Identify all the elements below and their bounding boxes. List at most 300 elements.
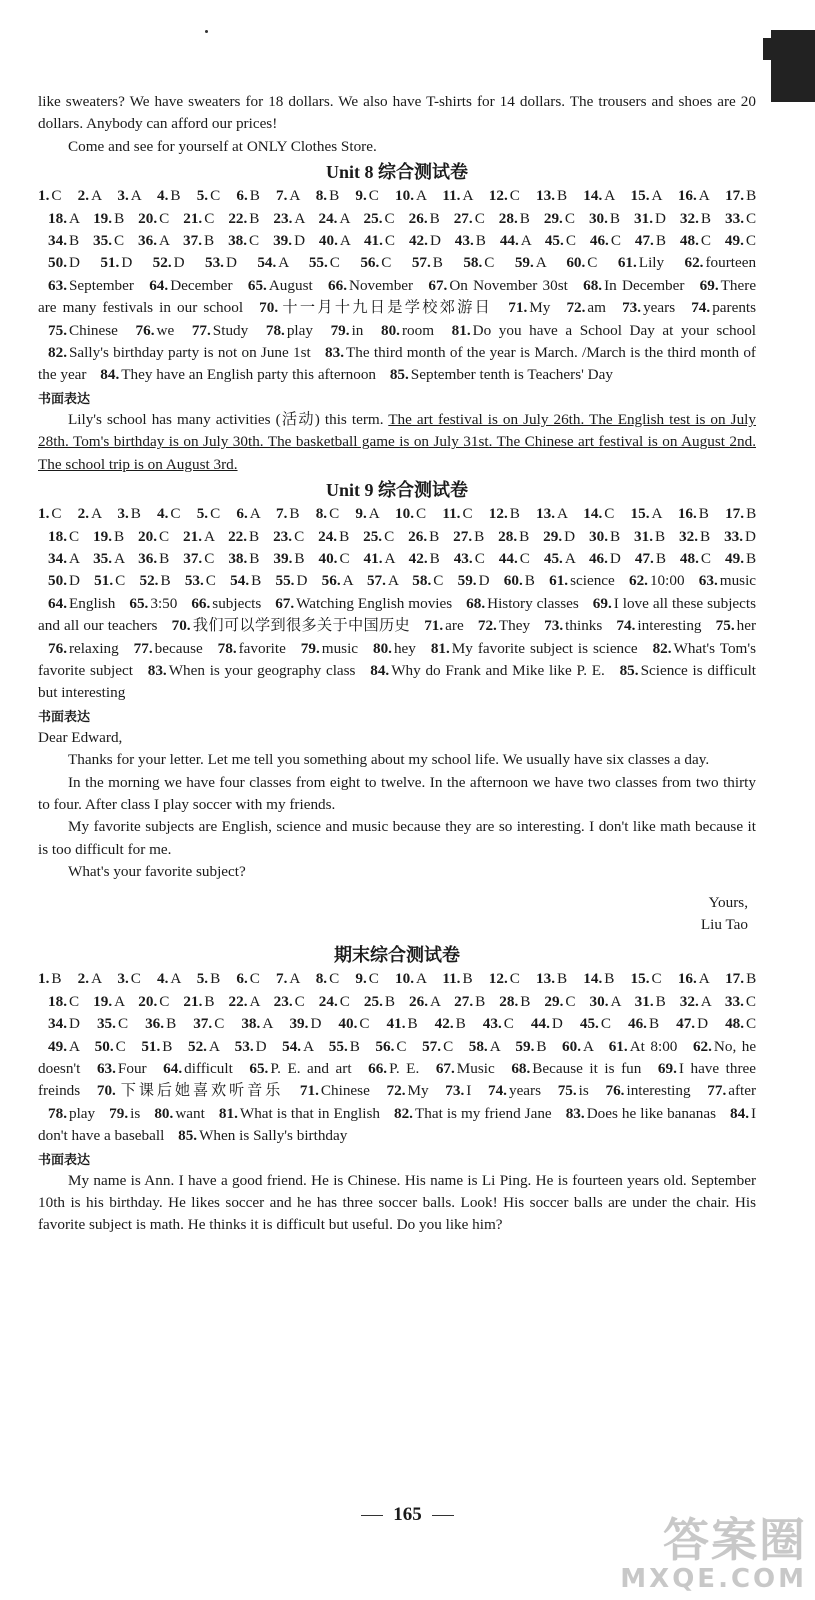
answer-value: B xyxy=(655,232,666,250)
answer-number: 37. xyxy=(183,549,203,567)
answer-value: B xyxy=(604,970,615,988)
answer-list xyxy=(38,968,756,1147)
answer-value: B xyxy=(160,572,171,590)
answer-number: 61. xyxy=(608,1037,628,1055)
answer-value: C xyxy=(159,992,170,1010)
answer-number: 79. xyxy=(109,1104,129,1122)
letter-signature: Liu Tao xyxy=(700,916,748,933)
answer-value: C xyxy=(519,549,530,567)
answer-value: Music xyxy=(456,1060,495,1078)
answer-number: 31. xyxy=(634,209,653,227)
answer-value: C xyxy=(651,970,662,988)
answer-number: 48. xyxy=(679,232,699,250)
letter-paragraph: In the morning we have four classes from eight to twelve. In the afternoon we have two classes from two thirty to four. After class I play soccer with my friends. xyxy=(38,773,756,813)
answer-value: C xyxy=(381,254,392,272)
answer-value: Watching English movies xyxy=(296,594,453,612)
answer-number: 57. xyxy=(366,572,386,590)
answer-value: C xyxy=(115,572,126,590)
answer-value: B xyxy=(520,992,531,1010)
answer-value: B xyxy=(475,232,486,250)
answer-number: 69. xyxy=(699,276,719,294)
answer-number: 21. xyxy=(183,992,203,1010)
answer-value: C xyxy=(565,992,576,1010)
answer-value: A xyxy=(278,254,289,272)
answer-value: C xyxy=(564,209,575,227)
answer-value: B xyxy=(746,970,757,988)
answer-value: A xyxy=(170,970,181,988)
watermark-en: MXQE.COM xyxy=(620,1564,807,1594)
answer-number: 9. xyxy=(355,505,367,523)
answer-value: At 8:00 xyxy=(629,1037,678,1055)
answer-number: 1. xyxy=(38,187,50,205)
answer-value: C xyxy=(600,1015,611,1033)
answer-value: Do you have a School Day at your school xyxy=(472,321,757,339)
answer-value: C xyxy=(359,1015,370,1033)
answer-number: 76. xyxy=(135,321,155,339)
answer-value: Four xyxy=(117,1060,147,1078)
answer-value: Because it is fun xyxy=(532,1060,642,1078)
answer-value: fourteen xyxy=(705,254,757,272)
answer-number: 18. xyxy=(48,209,67,227)
answer-number: 60. xyxy=(503,572,523,590)
answer-value: September xyxy=(68,276,134,294)
answer-value: C xyxy=(204,209,215,227)
answer-number: 32. xyxy=(679,992,699,1010)
answer-value: C xyxy=(130,970,141,988)
answer-value: C xyxy=(159,209,170,227)
answer-number: 30. xyxy=(588,209,608,227)
answer-number: 85. xyxy=(389,366,409,384)
answer-value: A xyxy=(249,505,260,523)
answer-value: A xyxy=(698,970,709,988)
writing-label: 书面表达 xyxy=(38,708,91,724)
answer-number: 71. xyxy=(299,1082,319,1100)
answer-number: 70. xyxy=(259,299,279,317)
answer-number: 5. xyxy=(196,187,209,205)
answer-value: C xyxy=(384,527,395,545)
answer-value: subjects xyxy=(212,594,262,612)
answer-number: 53. xyxy=(184,572,204,590)
answer-number: 51. xyxy=(94,572,114,590)
answer-number: 80. xyxy=(154,1104,174,1122)
answer-value: A xyxy=(294,209,305,227)
answer-number: 55. xyxy=(328,1037,348,1055)
answer-number: 17. xyxy=(725,505,745,523)
answer-value: A xyxy=(289,970,300,988)
answer-number: 80. xyxy=(380,321,400,339)
answer-value: 3:50 xyxy=(150,594,178,612)
answer-number: 13. xyxy=(536,505,555,523)
answer-number: 3. xyxy=(117,187,129,205)
answer-number: 43. xyxy=(454,232,474,250)
answer-value: B xyxy=(294,549,305,567)
answer-value: B xyxy=(114,209,125,227)
answer-value: No, he doesn't xyxy=(38,1037,757,1078)
answer-value: A xyxy=(416,187,427,205)
answer-value: am xyxy=(587,299,606,317)
answer-number: 36. xyxy=(138,549,158,567)
answer-value: B xyxy=(68,232,80,250)
answer-value: room xyxy=(401,321,435,339)
answer-number: 43. xyxy=(482,1015,502,1033)
answer-value: Chinese xyxy=(68,321,118,339)
answer-number: 29. xyxy=(543,209,563,227)
answer-value: They have an English party this afternoon xyxy=(121,366,377,384)
answer-number: 61. xyxy=(549,572,569,590)
answer-number: 62. xyxy=(684,254,704,272)
answer-value: A xyxy=(91,505,102,523)
answer-number: 75. xyxy=(48,321,67,339)
answer-number: 58. xyxy=(412,572,432,590)
answer-number: 47. xyxy=(634,232,654,250)
watermark-cn: 答案圈 xyxy=(663,1513,807,1567)
answer-number: 69. xyxy=(592,594,612,612)
answer-value: A xyxy=(159,232,170,250)
answer-number: 69. xyxy=(657,1060,677,1078)
answer-number: 67. xyxy=(435,1060,455,1078)
answer-value: play xyxy=(68,1104,96,1122)
answer-number: 45. xyxy=(579,1015,599,1033)
answer-value: 10:00 xyxy=(649,572,685,590)
answer-number: 84. xyxy=(730,1104,749,1122)
writing-paragraph xyxy=(38,409,756,476)
answer-value: want xyxy=(175,1104,205,1122)
answer-value: C xyxy=(205,572,216,590)
answer-value: C xyxy=(249,232,260,250)
answer-number: 14. xyxy=(583,505,603,523)
answer-value: Sally's birthday party is not on June 1st xyxy=(68,344,311,362)
answer-value: C xyxy=(384,209,395,227)
answer-value: C xyxy=(587,254,598,272)
answer-number: 51. xyxy=(100,254,120,272)
answer-number: 15. xyxy=(630,505,650,523)
answer-value: C xyxy=(159,527,170,545)
answer-number: 12. xyxy=(488,187,508,205)
answer-number: 20. xyxy=(138,992,158,1010)
answer-value: D xyxy=(255,1037,267,1055)
answer-number: 31. xyxy=(634,992,654,1010)
answer-number: 84. xyxy=(370,661,390,679)
answer-number: 64. xyxy=(163,1060,183,1078)
answer-value: My xyxy=(529,299,551,317)
answer-value: There are many festivals in our school xyxy=(38,276,757,317)
answer-number: 16. xyxy=(677,187,697,205)
answer-value: A xyxy=(204,527,215,545)
answer-number: 59. xyxy=(457,572,477,590)
answer-number: 29. xyxy=(544,992,564,1010)
answer-number: 8. xyxy=(315,970,328,988)
answer-value: difficult xyxy=(184,1060,233,1078)
answer-number: 13. xyxy=(536,187,555,205)
answer-value: A xyxy=(339,232,351,250)
answer-number: 2. xyxy=(77,970,90,988)
answer-number: 57. xyxy=(411,254,431,272)
answer-number: 10. xyxy=(395,970,415,988)
answer-number: 13. xyxy=(536,970,555,988)
answer-value: B xyxy=(130,505,141,523)
letter-greeting: Dear Edward, xyxy=(38,728,123,746)
answer-value: A xyxy=(303,1037,314,1055)
answer-value: A xyxy=(610,992,621,1010)
answer-value: C xyxy=(114,232,125,250)
answer-value: C xyxy=(416,505,427,523)
answer-value: D xyxy=(745,527,757,545)
answer-value: B xyxy=(655,992,666,1010)
answer-number: 27. xyxy=(453,209,473,227)
answer-value: B xyxy=(210,970,221,988)
answer-value: C xyxy=(509,970,520,988)
answer-number: 65. xyxy=(129,594,149,612)
answer-number: 44. xyxy=(498,549,518,567)
answer-number: 76. xyxy=(48,639,67,657)
answer-value: A xyxy=(91,187,102,205)
answer-value: I don't have a baseball xyxy=(38,1104,757,1145)
answer-number: 24. xyxy=(318,992,338,1010)
answer-value: B xyxy=(698,505,709,523)
answer-number: 49. xyxy=(48,1037,67,1055)
answer-value: B xyxy=(536,1037,547,1055)
answer-number: 7. xyxy=(276,187,288,205)
answer-number: 1. xyxy=(38,505,50,523)
answer-number: 7. xyxy=(276,505,288,523)
answer-number: 27. xyxy=(453,527,473,545)
page-number-dash xyxy=(432,1515,454,1516)
answer-number: 45. xyxy=(543,549,563,567)
answer-value: A xyxy=(68,549,80,567)
answer-number: 25. xyxy=(363,209,383,227)
answer-value: A xyxy=(535,254,546,272)
answer-value: A xyxy=(208,1037,220,1055)
answer-value: C xyxy=(51,505,62,523)
answer-number: 58. xyxy=(463,254,483,272)
answer-value: November xyxy=(348,276,414,294)
answer-value: C xyxy=(509,187,520,205)
answer-value: C xyxy=(117,1015,129,1033)
answer-number: 54. xyxy=(230,572,250,590)
answer-number: 21. xyxy=(183,527,203,545)
answer-value: A xyxy=(114,549,125,567)
answer-value: C xyxy=(210,187,221,205)
answer-number: 66. xyxy=(368,1060,388,1078)
answer-value: music xyxy=(321,639,359,657)
answer-value: A xyxy=(68,209,80,227)
answer-number: 28. xyxy=(498,209,518,227)
answer-value: B xyxy=(519,209,530,227)
page-number-dash xyxy=(361,1515,383,1516)
page-number-text: 165 xyxy=(393,1504,422,1525)
answer-value: Chinese xyxy=(320,1082,370,1100)
answer-value: A xyxy=(91,970,102,988)
answer-number: 30. xyxy=(589,527,608,545)
answer-value: B xyxy=(609,209,621,227)
answer-number: 82. xyxy=(393,1104,413,1122)
answer-number: 85. xyxy=(619,661,639,679)
letter-closing: Yours, xyxy=(708,893,748,911)
answer-value: C xyxy=(115,1037,126,1055)
answer-value: B xyxy=(655,549,666,567)
answer-value: B xyxy=(162,1037,173,1055)
answer-number: 78. xyxy=(265,321,285,339)
answer-value: C xyxy=(214,1015,225,1033)
answer-value: C xyxy=(474,549,485,567)
answer-number: 64. xyxy=(48,594,67,612)
answer-value: A xyxy=(564,549,575,567)
answer-value: A xyxy=(462,187,473,205)
answer-value: Does he like bananas xyxy=(586,1104,716,1122)
answer-value: C xyxy=(462,505,473,523)
answer-number: 38. xyxy=(228,549,248,567)
answer-number: 51. xyxy=(141,1037,161,1055)
answer-number: 49. xyxy=(724,232,744,250)
answer-number: 28. xyxy=(498,527,518,545)
answer-number: 52. xyxy=(187,1037,207,1055)
writing-label: 书面表达 xyxy=(38,390,91,406)
essay-paragraph: My name is Ann. I have a good friend. He is Chinese. His name is Li Ping. He is fourteen years old. September 10th is his birthday. He likes soccer and he has three soccer balls. Look! His soccer balls are under the chair. His favorite subject is math. He thinks it is difficult but useful. Do you like him? xyxy=(38,1171,756,1234)
answer-number: 24. xyxy=(318,527,338,545)
answer-value: C xyxy=(474,209,485,227)
answer-number: 62. xyxy=(692,1037,712,1055)
answer-number: 26. xyxy=(409,992,428,1010)
answer-value: B xyxy=(655,527,666,545)
answer-number: 48. xyxy=(679,549,699,567)
answer-number: 18. xyxy=(48,992,67,1010)
answer-value: parents xyxy=(712,299,757,317)
answer-value: C xyxy=(294,527,305,545)
answer-value: relaxing xyxy=(68,639,119,657)
answer-number: 61. xyxy=(617,254,637,272)
answer-number: 83. xyxy=(325,344,344,362)
answer-value: C xyxy=(204,549,215,567)
answer-number: 50. xyxy=(48,572,67,590)
answer-number: 4. xyxy=(157,970,169,988)
answer-value: C xyxy=(339,992,350,1010)
answer-value: C xyxy=(700,549,712,567)
answer-value: C xyxy=(368,970,379,988)
answer-value: hey xyxy=(393,639,416,657)
answer-number: 11. xyxy=(442,970,461,988)
answer-value: A xyxy=(651,505,662,523)
answer-number: 45. xyxy=(544,232,564,250)
answer-number: 16. xyxy=(677,970,697,988)
answer-number: 59. xyxy=(515,1037,535,1055)
answer-value: is xyxy=(130,1104,141,1122)
answer-number: 27. xyxy=(454,992,474,1010)
answer-number: 12. xyxy=(488,970,508,988)
answer-number: 77. xyxy=(133,639,153,657)
answer-value: B xyxy=(249,549,260,567)
answer-value: C xyxy=(339,549,350,567)
answer-number: 26. xyxy=(408,527,428,545)
answer-value: C xyxy=(745,209,757,227)
answer-value: B xyxy=(557,970,568,988)
answer-number: 4. xyxy=(157,505,169,523)
answer-value: D xyxy=(294,232,306,250)
answer-value: B xyxy=(524,572,535,590)
answer-value: D xyxy=(697,1015,709,1033)
answer-value: My favorite subject is science xyxy=(451,639,638,657)
answer-number: 58. xyxy=(468,1037,488,1055)
answer-number: 5. xyxy=(196,970,209,988)
answer-number: 47. xyxy=(676,1015,696,1033)
answer-number: 8. xyxy=(315,505,328,523)
answer-value: C xyxy=(396,1037,407,1055)
answer-value: A xyxy=(520,232,531,250)
answer-number: 2. xyxy=(77,505,90,523)
answer-number: 41. xyxy=(386,1015,406,1033)
answer-value: interesting xyxy=(637,617,702,635)
answer-value: 十一月十九日是学校郊游日 xyxy=(280,299,493,317)
answer-value: C xyxy=(433,572,444,590)
watermark xyxy=(620,1513,807,1594)
answer-value: P. E. and art xyxy=(270,1060,352,1078)
answer-value: B xyxy=(746,187,757,205)
answer-number: 68. xyxy=(466,594,486,612)
answer-value: C xyxy=(503,1015,514,1033)
answer-value: C xyxy=(329,505,340,523)
answer-value: C xyxy=(329,254,340,272)
answer-number: 63. xyxy=(48,276,67,294)
answer-number: 26. xyxy=(408,209,428,227)
answer-value: A xyxy=(583,1037,594,1055)
answer-value: B xyxy=(610,527,621,545)
answer-value: In December xyxy=(604,276,685,294)
answer-number: 8. xyxy=(315,187,328,205)
answer-number: 4. xyxy=(157,187,169,205)
answer-value: C xyxy=(68,992,80,1010)
answer-value: A xyxy=(651,187,662,205)
answer-value: her xyxy=(736,617,757,635)
answer-number: 19. xyxy=(93,209,113,227)
answer-value: D xyxy=(68,254,80,272)
answer-number: 70. xyxy=(171,617,191,635)
answer-number: 17. xyxy=(725,187,745,205)
answer-value: P. E. xyxy=(389,1060,420,1078)
answer-value: C xyxy=(68,527,80,545)
answer-number: 3. xyxy=(117,505,129,523)
answer-value: B xyxy=(249,187,260,205)
scan-speck xyxy=(205,30,208,33)
answer-number: 71. xyxy=(508,299,528,317)
answer-number: 72. xyxy=(386,1082,406,1100)
answer-number: 68. xyxy=(511,1060,531,1078)
answer-value: D xyxy=(173,254,185,272)
answer-value: B xyxy=(432,254,443,272)
answer-number: 82. xyxy=(652,639,672,657)
answer-number: 63. xyxy=(698,572,718,590)
answer-number: 42. xyxy=(408,549,428,567)
answer-value: C xyxy=(610,232,621,250)
page-edge-mark xyxy=(771,30,815,102)
answer-value: is xyxy=(578,1082,589,1100)
answer-number: 40. xyxy=(318,232,338,250)
answer-number: 70. xyxy=(96,1082,116,1100)
answer-number: 35. xyxy=(96,1015,116,1033)
answer-value: A xyxy=(604,187,615,205)
answer-value: A xyxy=(698,187,709,205)
answer-value: August xyxy=(268,276,313,294)
answer-number: 72. xyxy=(477,617,497,635)
answer-value: B xyxy=(407,1015,418,1033)
intro-paragraph: like sweaters? We have sweaters for 18 dollars. We also have T-shirts for 14 dollars. The trousers and shoes are 20 dollars. Anybody can afford our prices! xyxy=(38,93,756,133)
answer-number: 85. xyxy=(178,1127,198,1145)
answer-value: History classes xyxy=(487,594,579,612)
answer-number: 36. xyxy=(138,232,158,250)
answer-number: 73. xyxy=(622,299,642,317)
answer-value: B xyxy=(204,992,215,1010)
answer-value: are xyxy=(445,617,464,635)
answer-number: 17. xyxy=(725,970,745,988)
answer-number: 57. xyxy=(422,1037,442,1055)
